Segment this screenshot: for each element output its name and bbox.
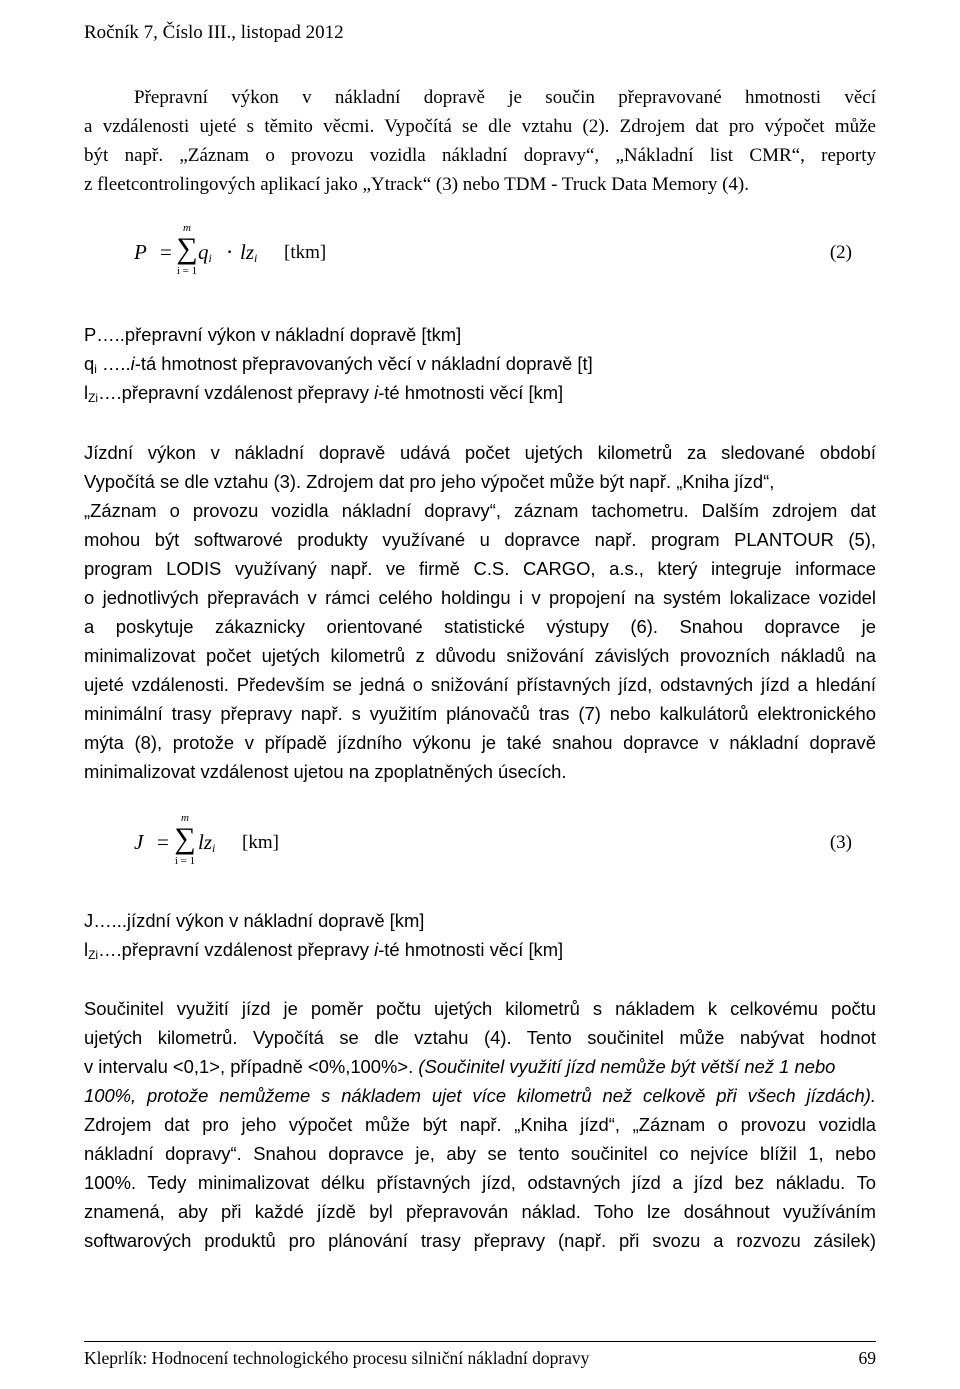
paragraph-line: 100%. Tedy minimalizovat délku přístavných jízd, odstavných jízd a jízd bez nákladu. To [84, 1172, 876, 1193]
paragraph-line: Vypočítá se dle vztahu (3). Zdrojem dat pro jeho výpočet může být např. „Kniha jízd“, [84, 471, 775, 492]
definition-l [84, 378, 876, 407]
paragraph-trip-utilization [84, 994, 876, 1255]
paragraph-line: znamená, aby při každé jízdě byl přepravován náklad. Toho lze dosáhnout využíváním [84, 1201, 876, 1222]
sum-upper: m [183, 222, 191, 234]
formula-q [198, 240, 212, 266]
paragraph-line-italic: 100%, protože nemůžeme s nákladem ujet více kilometrů než celkově při všech jízdách). [84, 1085, 876, 1106]
definition-l [84, 935, 876, 964]
paragraph-line: a poskytuje zákaznicky orientované statistické výstupy (6). Snahou dopravce je [84, 616, 876, 637]
def-subscript: Zi [88, 948, 99, 962]
def-italic-i: i [130, 353, 135, 374]
formula-equals: = [157, 830, 169, 854]
page-header: Ročník 7, Číslo III., listopad 2012 [84, 22, 344, 43]
def-text: -té hmotnosti věcí [km] [378, 382, 564, 403]
page-footer [84, 1348, 876, 1369]
footer-text: Kleprlík: Hodnocení technologického procesu silniční nákladní dopravy [84, 1348, 590, 1368]
formula-number: (3) [829, 832, 852, 853]
paragraph-line: Zdrojem dat pro jeho výpočet může být např. „Kniha jízd“, „Záznam o provozu vozidla [84, 1114, 876, 1135]
formula-lhs: P [134, 240, 147, 264]
paragraph-line: minimální trasy přepravy např. s využitím plánovačů tras (7) nebo kalkulátorů elektronického [84, 703, 876, 724]
paragraph-line: o jednotlivých přepravách v rámci celého holdingu i v propojení na systém lokalizace vozidel [84, 587, 876, 608]
paragraph-line: Součinitel využití jízd je poměr počtu ujetých kilometrů s nákladem k celkovému počtu [84, 998, 876, 1019]
def-text: -tá hmotnost přepravovaných věcí v nákladní dopravě [t] [134, 353, 593, 374]
paragraph-line: program LODIS využívaný např. ve firmě C.S. CARGO, a.s., který integruje informace [84, 558, 876, 579]
page-number: 69 [858, 1348, 876, 1368]
paragraph-line: „Záznam o provozu vozidla nákladní dopravy“, záznam tachometru. Dalším zdrojem dat [84, 500, 876, 521]
definition-q [84, 349, 876, 378]
def-symbol: l [84, 939, 89, 960]
def-text: ….přepravní vzdálenost přepravy [98, 939, 375, 960]
definition-j [84, 906, 876, 935]
def-subscript: i [94, 362, 97, 376]
lz-symbol: lz [198, 830, 213, 854]
def-text: -té hmotnosti věcí [km] [378, 939, 564, 960]
sigma-icon: ∑ [174, 822, 196, 855]
def-dots: ….. [96, 353, 131, 374]
summation [170, 812, 200, 868]
definition-p [84, 320, 876, 349]
sigma-icon: ∑ [176, 232, 198, 265]
formula-lhs: J [134, 830, 144, 854]
paragraph-line: mohou být softwarové produkty využívané u dopravce např. program PLANTOUR (5), [84, 529, 876, 550]
formula-lz [198, 830, 215, 856]
paragraph-line [84, 1052, 876, 1081]
italic-note: (Součinitel využití jízd nemůže být větší než 1 nebo [413, 1056, 836, 1077]
q-index: i [208, 251, 212, 265]
paragraph-line: softwarových produktů pro plánování trasy přepravy (např. při svozu a rozvozu zásilek) [84, 1230, 876, 1251]
paragraph-line: minimalizovat počet ujetých kilometrů z důvodu snižování závislých provozních nákladů na [84, 645, 876, 666]
paragraph-line: minimalizovat vzdálenost ujetou na zpoplatněných úsecích. [84, 761, 567, 782]
formula-number: (2) [829, 242, 852, 263]
paragraph-line: Jízdní výkon v nákladní dopravě udává počet ujetých kilometrů za sledované období [84, 442, 876, 463]
formula-lz [240, 240, 257, 266]
paragraph-line: ujetých kilometrů. Vypočítá se dle vztahu (4). Tento součinitel může nabývat hodnot [84, 1027, 876, 1048]
formula-equals: = [160, 240, 172, 264]
line-text: v intervalu <0,1>, případně <0%,100%>. [84, 1056, 414, 1077]
sum-upper: m [181, 812, 189, 824]
paragraph-line: být např. „Záznam o provozu vozidla nákladní dopravy“, „Nákladní list CMR“, reporty [84, 145, 876, 166]
formula-unit: [tkm] [284, 242, 327, 263]
formula-dot: ⋅ [226, 240, 234, 264]
paragraph-line: ujeté vzdálenosti. Především se jedná o snižování přístavných jízd, odstavných jízd a hledání [84, 674, 876, 695]
def-symbol: P [84, 324, 97, 345]
formula-3 [84, 812, 876, 882]
def-symbol: q [84, 353, 95, 374]
def-subscript: Zi [88, 391, 99, 405]
paragraph-line: mýta (8), protože v případě jízdního výkonu je také snahou dopravce v nákladní dopravě [84, 732, 876, 753]
def-symbol: l [84, 382, 89, 403]
paragraph-line: a vzdálenosti ujeté s těmito věcmi. Vypočítá se dle vztahu (2). Zdrojem dat pro výpočet může [84, 116, 876, 137]
paragraph-line: z fleetcontrolingových aplikací jako „Ytrack“ (3) nebo TDM - Truck Data Memory (4). [84, 174, 749, 195]
lz-symbol: lz [240, 240, 255, 264]
paragraph-transport-performance [84, 83, 876, 199]
definitions-formula-2 [84, 320, 876, 407]
def-italic-i: i [374, 382, 379, 403]
def-text: ….přepravní vzdálenost přepravy [98, 382, 375, 403]
def-symbol: J [84, 910, 94, 931]
sum-lower: i = 1 [174, 855, 196, 867]
def-text: …...jízdní výkon v nákladní dopravě [km] [93, 910, 425, 931]
lz-index: i [212, 841, 216, 855]
q-symbol: q [198, 240, 209, 264]
sum-lower: i = 1 [176, 265, 198, 277]
def-italic-i: i [374, 939, 379, 960]
paragraph-vehicle-performance [84, 438, 876, 786]
footer-rule [84, 1341, 876, 1342]
formula-unit: [km] [242, 832, 279, 853]
paragraph-line: nákladní dopravy“. Snahou dopravce je, aby se tento součinitel co nejvíce blížil 1, nebo [84, 1143, 876, 1164]
paragraph-line: Přepravní výkon v nákladní dopravě je součin přepravované hmotnosti věcí [134, 87, 876, 108]
definitions-formula-3 [84, 906, 876, 964]
lz-index: i [254, 251, 258, 265]
def-text: …..přepravní výkon v nákladní dopravě [tkm] [96, 324, 462, 345]
formula-2 [84, 222, 876, 292]
